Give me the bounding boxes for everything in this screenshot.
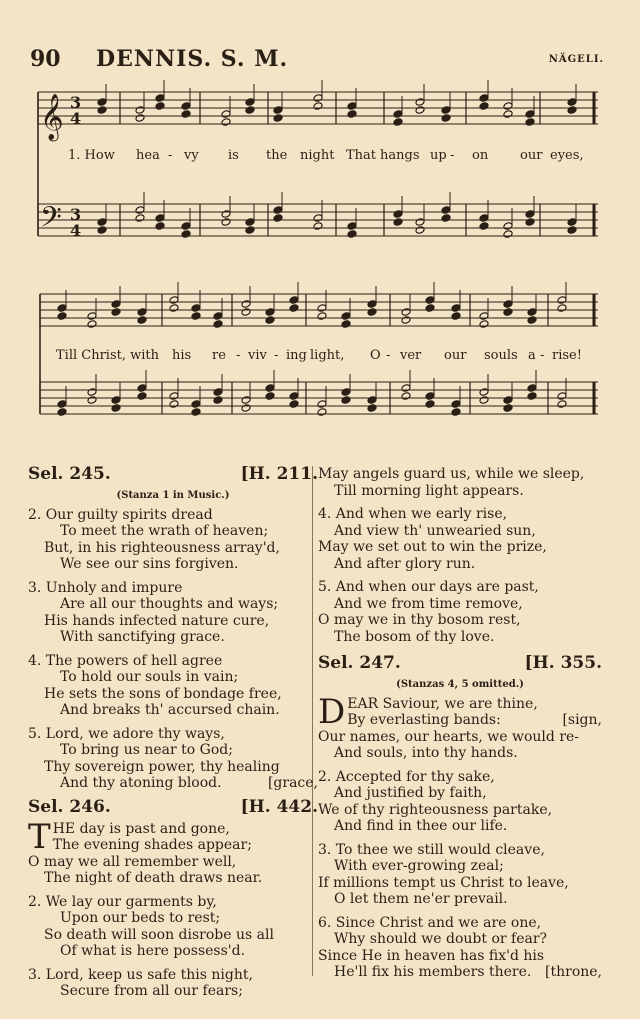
lyric-syllable: - — [540, 348, 545, 363]
lyric-syllable: That — [346, 148, 377, 163]
lyric-syllable: hea — [136, 148, 160, 163]
lyric-syllable: - — [274, 348, 279, 363]
note-head — [393, 218, 403, 227]
verse-line: O may we in thy bosom rest, — [318, 612, 521, 628]
lyric-syllable: viv — [248, 348, 267, 363]
verse-line: We of thy righteousness partake, — [318, 801, 553, 818]
stanza — [318, 769, 602, 835]
lyric-syllable: souls — [484, 348, 518, 363]
verse-line: Why should we doubt or fear? — [334, 931, 548, 947]
verse-line: O may we all remember well, — [28, 853, 237, 870]
drop-cap: D — [318, 691, 346, 732]
note-head — [169, 400, 179, 409]
note-head — [567, 226, 577, 235]
note-head — [347, 230, 357, 239]
verse-line: To hold our souls in vain; — [60, 669, 239, 685]
verse-line: Our names, our hearts, we would re- — [318, 728, 580, 745]
verse-line — [318, 712, 602, 729]
verse-line: 3. Lord, keep us safe this night, — [28, 966, 253, 983]
note-head — [503, 110, 513, 119]
stanza — [318, 579, 602, 645]
verse-line: To meet the wrath of heaven; — [60, 523, 269, 539]
note-head — [245, 98, 255, 107]
verse-line: 3. Unholy and impure — [28, 579, 183, 596]
stanza — [318, 466, 602, 499]
note-head — [425, 296, 435, 305]
lyric-syllable: ing — [286, 348, 307, 363]
note-head — [57, 304, 67, 313]
note-head — [527, 392, 537, 401]
verse-turnover: [sign, — [562, 712, 602, 728]
note-head — [367, 300, 377, 309]
note-head — [245, 106, 255, 115]
note-head — [191, 408, 201, 417]
time-signature: 3 — [70, 205, 82, 224]
note-head — [557, 400, 567, 409]
note-head — [479, 388, 489, 397]
note-head — [479, 214, 489, 223]
verse-line: And find in thee our life. — [334, 818, 508, 834]
composer-name: NÄGELI. — [548, 54, 604, 65]
note-head — [393, 210, 403, 219]
note-head — [87, 396, 97, 405]
verse-line: Are all our thoughts and ways; — [60, 596, 279, 612]
right-column — [318, 466, 602, 988]
verse-line: The night of death draws near. — [44, 870, 263, 886]
note-head — [169, 304, 179, 313]
verse-line: The evening shades appear; — [52, 837, 252, 853]
note-head — [289, 400, 299, 409]
verse-text: And thy atoning blood. — [60, 775, 222, 791]
note-head — [313, 102, 323, 111]
note-head — [393, 110, 403, 119]
stanza — [318, 506, 602, 572]
verse-line: 4. And when we early rise, — [318, 506, 508, 522]
lyric-syllable: our — [444, 348, 467, 363]
note-head — [525, 218, 535, 227]
note-head — [97, 218, 107, 227]
note-head — [241, 308, 251, 317]
verse-line: And we from time remove, — [334, 595, 523, 612]
page-number: 90 — [30, 46, 61, 72]
verse-line: So death will soon disrobe us all — [44, 926, 274, 943]
note-head — [479, 396, 489, 405]
stanza — [318, 915, 602, 981]
note-head — [525, 118, 535, 127]
verse-line — [318, 964, 602, 981]
time-signature: 4 — [70, 109, 82, 128]
note-head — [265, 384, 275, 393]
note-head — [341, 320, 351, 329]
note-head — [221, 210, 231, 219]
note-head — [441, 114, 451, 123]
verse-line: To bring us near to God; — [60, 742, 233, 758]
note-head — [273, 114, 283, 123]
note-head — [557, 296, 567, 305]
lyric-syllable: 1. How — [68, 148, 115, 163]
note-head — [87, 320, 97, 329]
note-head — [273, 214, 283, 223]
note-head — [415, 98, 425, 107]
note-head — [97, 98, 107, 107]
note-head — [557, 392, 567, 401]
note-head — [213, 312, 223, 321]
stanza — [28, 653, 318, 719]
stanza — [318, 691, 602, 762]
note-head — [527, 316, 537, 325]
note-head — [503, 404, 513, 413]
verse-line: With sanctifying grace. — [60, 629, 225, 645]
note-head — [221, 218, 231, 227]
note-head — [97, 226, 107, 235]
note-head — [415, 226, 425, 235]
verse-line: And view th' unwearied sun, — [334, 522, 536, 539]
verse-line: And justified by faith, — [334, 785, 487, 801]
selection-number: Sel. 245. — [28, 464, 111, 484]
selection-heading-247 — [318, 655, 602, 677]
lyric-syllable: - — [386, 348, 391, 363]
note-head — [191, 312, 201, 321]
note-head — [273, 106, 283, 115]
note-head — [155, 94, 165, 103]
note-head — [265, 316, 275, 325]
lyric-syllable: Till Christ, with — [56, 348, 160, 363]
note-head — [401, 316, 411, 325]
verse-line: 2. We lay our garments by, — [28, 893, 217, 910]
lyric-syllable: our — [520, 148, 543, 163]
verse-line: And breaks th' accursed chain. — [60, 702, 280, 718]
note-head — [527, 308, 537, 317]
selection-number: Sel. 246. — [28, 796, 111, 817]
verse-line: If millions tempt us Christ to leave, — [318, 874, 569, 891]
note-head — [181, 102, 191, 111]
note-head — [317, 312, 327, 321]
note-head — [191, 304, 201, 313]
note-head — [97, 106, 107, 115]
note-head — [527, 384, 537, 393]
note-head — [347, 222, 357, 231]
note-head — [567, 218, 577, 227]
note-head — [341, 312, 351, 321]
note-head — [57, 400, 67, 409]
note-head — [289, 304, 299, 313]
note-head — [265, 392, 275, 401]
note-head — [111, 308, 121, 317]
note-head — [245, 218, 255, 227]
note-head — [341, 388, 351, 397]
verse-line — [28, 775, 318, 792]
note-head — [451, 304, 461, 313]
verse-line: O let them ne'er prevail. — [334, 891, 508, 907]
verse-line: We see our sins forgiven. — [60, 556, 239, 572]
note-head — [367, 396, 377, 405]
note-head — [313, 94, 323, 103]
note-head — [317, 400, 327, 409]
note-head — [135, 214, 145, 223]
selection-number: Sel. 247. — [318, 653, 401, 673]
note-head — [155, 102, 165, 111]
note-head — [313, 214, 323, 223]
lyric-syllable: up — [430, 148, 447, 163]
note-head — [313, 222, 323, 231]
verse-line: Of what is here possess'd. — [60, 943, 246, 959]
note-head — [567, 106, 577, 115]
verse-line: 4. The powers of hell agree — [28, 652, 223, 669]
lyric-syllable: his — [172, 348, 192, 363]
verse-line: With ever-growing zeal; — [334, 858, 504, 874]
verse-line: 6. Since Christ and we are one, — [318, 914, 542, 931]
note-head — [347, 102, 357, 111]
note-head — [245, 226, 255, 235]
note-head — [57, 408, 67, 417]
note-head — [213, 396, 223, 405]
lyric-syllable: is — [228, 148, 239, 163]
note-head — [441, 206, 451, 215]
note-head — [135, 206, 145, 215]
note-head — [425, 304, 435, 313]
note-head — [155, 214, 165, 223]
stanza-note: (Stanzas 4, 5 omitted.) — [396, 679, 524, 690]
note-head — [401, 308, 411, 317]
hymn-reference: [H. 211. — [240, 464, 318, 484]
note-head — [111, 300, 121, 309]
note-head — [347, 110, 357, 119]
stanza — [28, 816, 318, 887]
note-head — [317, 304, 327, 313]
note-head — [451, 408, 461, 417]
note-head — [317, 408, 327, 417]
verse-line: Thy sovereign power, thy healing — [44, 758, 280, 775]
verse-text: He'll fix his members there. — [334, 964, 532, 980]
note-head — [441, 106, 451, 115]
verse-line: His hands infected nature cure, — [44, 612, 270, 629]
note-head — [503, 230, 513, 239]
note-head — [341, 396, 351, 405]
note-head — [137, 316, 147, 325]
note-head — [265, 308, 275, 317]
note-head — [181, 222, 191, 231]
note-head — [273, 206, 283, 215]
note-head — [401, 384, 411, 393]
lyric-syllable: rise! — [552, 348, 582, 363]
verse-line: The bosom of thy love. — [334, 628, 495, 645]
note-head — [137, 384, 147, 393]
note-head — [181, 110, 191, 119]
verse-turnover: [grace, — [267, 775, 318, 791]
note-head — [503, 396, 513, 405]
note-head — [241, 396, 251, 405]
verse-text: By everlasting bands: — [347, 712, 501, 728]
staff-notation — [0, 0, 640, 460]
note-head — [503, 308, 513, 317]
note-head — [135, 114, 145, 123]
note-head — [479, 222, 489, 231]
note-head — [137, 308, 147, 317]
note-head — [135, 106, 145, 115]
verse-line: 2. Accepted for thy sake, — [318, 768, 495, 785]
verse-line: Secure from all our fears; — [60, 983, 243, 999]
treble-clef: 𝄞 — [40, 94, 64, 140]
note-head — [425, 400, 435, 409]
note-head — [367, 308, 377, 317]
note-head — [221, 118, 231, 127]
note-head — [289, 392, 299, 401]
lyric-syllable: on — [472, 148, 489, 163]
tune-title: DENNIS. S. M. — [96, 46, 289, 72]
verse-line: Upon our beds to rest; — [60, 910, 221, 926]
note-head — [289, 296, 299, 305]
lyric-syllable: the — [266, 148, 288, 163]
stanza — [28, 580, 318, 646]
verse-line: EAR Saviour, we are thine, — [347, 695, 538, 712]
verse-line: Since He in heaven has fix'd his — [318, 947, 545, 964]
note-head — [169, 296, 179, 305]
note-head — [479, 102, 489, 111]
note-head — [525, 110, 535, 119]
note-head — [503, 102, 513, 111]
lyric-syllable: - — [236, 348, 241, 363]
note-head — [367, 404, 377, 413]
music-score — [0, 0, 640, 460]
note-head — [557, 304, 567, 313]
lyric-syllable: ver — [400, 348, 422, 363]
note-head — [57, 312, 67, 321]
stanza — [28, 967, 318, 1000]
note-head — [503, 300, 513, 309]
verse-line: And after glory run. — [334, 555, 476, 572]
lyric-syllable: light, — [310, 348, 345, 363]
time-signature: 3 — [70, 93, 82, 112]
verse-line: 5. Lord, we adore thy ways, — [28, 725, 225, 742]
note-head — [213, 388, 223, 397]
verse-line: But, in his righteousness array'd, — [44, 539, 280, 556]
lyric-syllable: re — [212, 348, 226, 363]
note-head — [155, 222, 165, 231]
selection-heading-245 — [28, 466, 318, 488]
note-head — [401, 392, 411, 401]
stanza — [28, 894, 318, 960]
note-head — [221, 110, 231, 119]
time-signature: 4 — [70, 221, 82, 240]
stanza — [318, 842, 602, 908]
note-head — [479, 94, 489, 103]
lyric-syllable: a — [528, 348, 536, 363]
stanza-note: (Stanza 1 in Music.) — [116, 490, 230, 501]
note-head — [525, 210, 535, 219]
hymn-reference: [H. 355. — [524, 653, 602, 673]
note-head — [87, 388, 97, 397]
note-head — [479, 312, 489, 321]
note-head — [87, 312, 97, 321]
verse-line: 3. To thee we still would cleave, — [318, 841, 545, 858]
lyric-syllable: eyes, — [550, 148, 584, 163]
note-head — [415, 218, 425, 227]
note-head — [111, 404, 121, 413]
verse-line: Till morning light appears. — [334, 482, 524, 499]
lyric-syllable: O — [370, 348, 381, 363]
verse-line: 5. And when our days are past, — [318, 579, 539, 595]
verse-line: 2. Our guilty spirits dread — [28, 506, 213, 523]
lyric-syllable: - — [168, 148, 173, 163]
note-head — [111, 396, 121, 405]
note-head — [425, 392, 435, 401]
note-head — [441, 214, 451, 223]
note-head — [479, 320, 489, 329]
note-head — [451, 400, 461, 409]
note-head — [451, 312, 461, 321]
lyric-syllable: night — [300, 148, 335, 163]
note-head — [169, 392, 179, 401]
drop-cap: T — [28, 816, 51, 857]
verse-line: And souls, into thy hands. — [334, 745, 518, 761]
note-head — [415, 106, 425, 115]
note-head — [213, 320, 223, 329]
verse-line: HE day is past and gone, — [52, 820, 230, 837]
selection-heading-246 — [28, 796, 318, 821]
note-head — [241, 404, 251, 413]
verse-line: May we set out to win the prize, — [318, 539, 547, 555]
lyric-syllable: vy — [184, 148, 199, 163]
note-head — [191, 400, 201, 409]
hymn-reference: [H. 442. — [240, 796, 318, 817]
verse-line: May angels guard us, while we sleep, — [318, 466, 585, 482]
note-head — [393, 118, 403, 127]
stanza — [28, 507, 318, 573]
lyric-syllable: - — [450, 148, 455, 163]
note-head — [241, 300, 251, 309]
note-head — [567, 98, 577, 107]
left-column — [28, 466, 318, 1007]
verse-turnover: [throne, — [545, 964, 602, 980]
bass-clef: 𝄢 — [40, 201, 62, 241]
note-head — [181, 230, 191, 239]
verse-line: He sets the sons of bondage free, — [44, 685, 282, 702]
lyric-syllable: hangs — [380, 148, 420, 163]
stanza — [28, 726, 318, 792]
note-head — [503, 222, 513, 231]
note-head — [137, 392, 147, 401]
